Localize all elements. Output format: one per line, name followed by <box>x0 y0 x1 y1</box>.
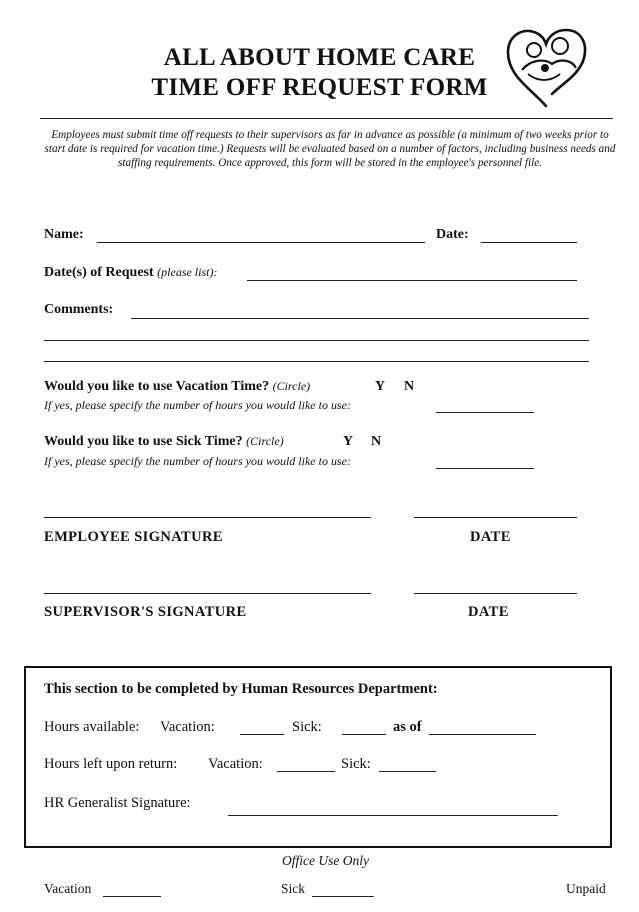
form-title-line2: TIME OFF REQUEST FORM <box>151 74 488 101</box>
hr-generalist-signature-field[interactable] <box>228 815 558 816</box>
hr-sick-field[interactable] <box>342 734 386 735</box>
hr-left-sick-label: Sick: <box>341 756 371 772</box>
hr-vacation-label: Vacation: <box>160 719 215 735</box>
hr-as-of-label: as of <box>393 719 422 735</box>
heart-family-icon <box>500 22 592 110</box>
header-divider <box>40 118 613 119</box>
hr-hours-left-label: Hours left upon return: <box>44 756 178 772</box>
hr-left-vacation-label: Vacation: <box>208 756 263 772</box>
name-field[interactable] <box>97 242 425 243</box>
hr-as-of-field[interactable] <box>429 734 536 735</box>
comments-field-line2[interactable] <box>44 340 589 341</box>
employee-signature-label: EMPLOYEE SIGNATURE <box>44 529 223 545</box>
sick-hours-field[interactable] <box>436 468 534 469</box>
office-vacation-label: Vacation <box>44 881 92 896</box>
dates-request-hint: (please list): <box>157 265 218 279</box>
dates-request-field[interactable] <box>247 280 577 281</box>
hr-vacation-field[interactable] <box>240 734 284 735</box>
dates-request-label: Date(s) of Request (please list): <box>44 265 218 280</box>
sick-question: Would you like to use Sick Time? (Circle) <box>44 434 284 449</box>
office-vacation-field[interactable] <box>103 896 161 897</box>
comments-field-line3[interactable] <box>44 361 589 362</box>
hr-hours-available-label: Hours available: <box>44 719 140 735</box>
vacation-hours-prompt: If yes, please specify the number of hours you would like to use: <box>44 398 351 412</box>
hr-left-vacation-field[interactable] <box>277 771 335 772</box>
supervisor-date-field[interactable] <box>414 593 577 594</box>
office-unpaid-label: Unpaid <box>566 881 606 896</box>
vacation-circle-hint: (Circle) <box>272 379 311 393</box>
supervisor-date-label: DATE <box>468 604 509 620</box>
date-field[interactable] <box>481 242 577 243</box>
comments-label: Comments: <box>44 302 114 317</box>
form-title-line1: ALL ABOUT HOME CARE <box>163 44 476 71</box>
date-label: Date: <box>436 227 469 242</box>
office-use-title: Office Use Only <box>282 853 369 868</box>
hr-section-heading: This section to be completed by Human Resources Department: <box>44 681 438 697</box>
vacation-hours-field[interactable] <box>436 412 534 413</box>
comments-field-line1[interactable] <box>131 318 589 319</box>
sick-hours-prompt: If yes, please specify the number of hours you would like to use: <box>44 454 351 468</box>
employee-signature-field[interactable] <box>44 517 371 518</box>
sick-yes[interactable]: Y <box>343 434 354 449</box>
hr-sick-label: Sick: <box>292 719 322 735</box>
intro-text: Employees must submit time off requests to their supervisors as far in advance as possible (a minimum of two weeks prior to start date is required for vacation time.) Requests will be evaluated based on a number of factors, including business needs and staffing requirements. Once approved, this form will be stored in the employee's personnel file. <box>44 129 616 170</box>
vacation-yes[interactable]: Y <box>375 379 386 394</box>
vacation-no[interactable]: N <box>404 379 415 394</box>
supervisor-signature-field[interactable] <box>44 593 371 594</box>
employee-date-label: DATE <box>470 529 511 545</box>
name-label: Name: <box>44 227 84 242</box>
employee-date-field[interactable] <box>414 517 577 518</box>
hr-left-sick-field[interactable] <box>379 771 436 772</box>
office-sick-field[interactable] <box>312 896 374 897</box>
office-sick-label: Sick <box>281 881 306 896</box>
sick-no[interactable]: N <box>371 434 382 449</box>
supervisor-signature-label: SUPERVISOR'S SIGNATURE <box>44 604 247 620</box>
vacation-question: Would you like to use Vacation Time? (Circle) <box>44 379 311 394</box>
hr-generalist-signature-label: HR Generalist Signature: <box>44 795 191 811</box>
sick-circle-hint: (Circle) <box>246 434 284 448</box>
